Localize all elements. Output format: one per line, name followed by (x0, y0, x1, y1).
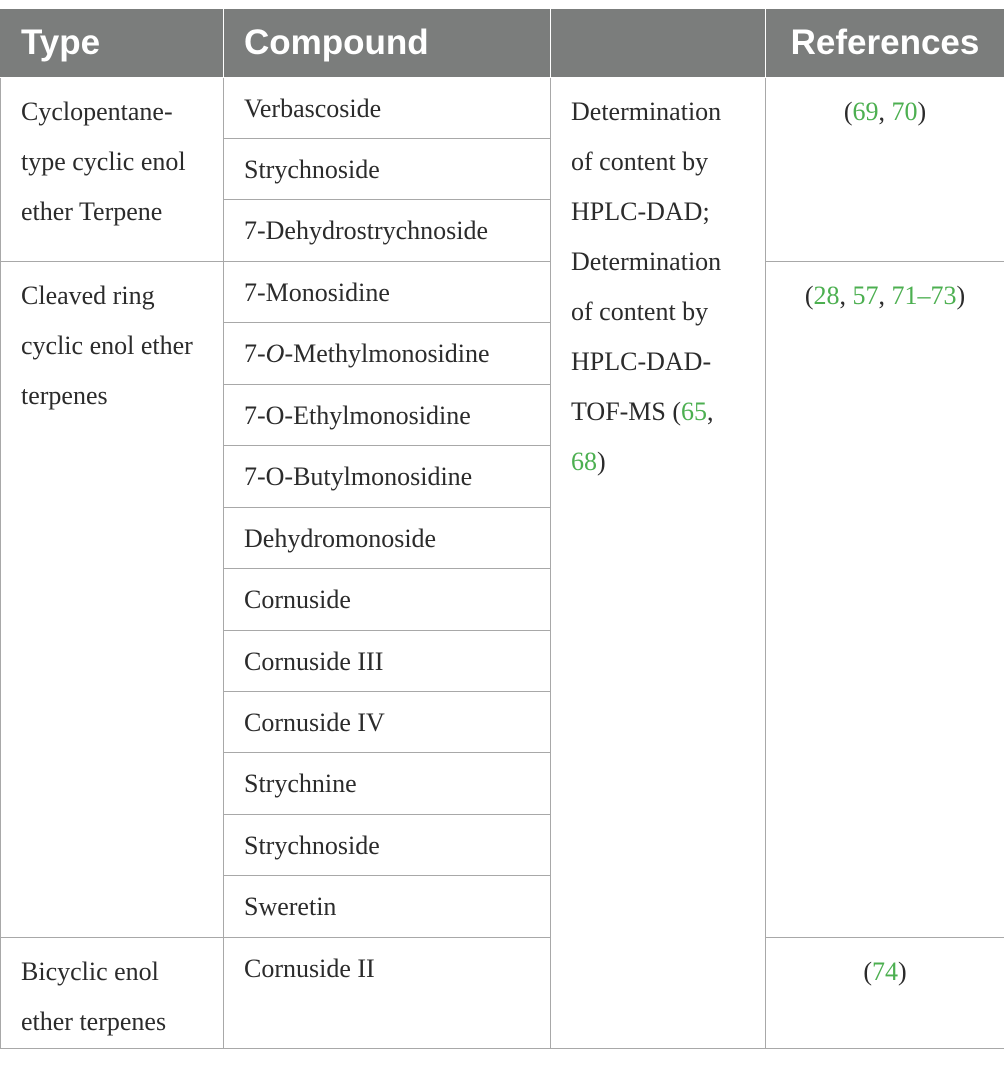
type-cell: Cyclopentane-type cyclic enol ether Terpene (1, 77, 224, 261)
header-row (1, 9, 1004, 77)
method-separator: , (707, 396, 714, 426)
compound-cell: Cornuside III (224, 630, 551, 691)
references-cell (766, 77, 1004, 261)
compound-cell: Cornuside (224, 569, 551, 630)
compound-suffix: -Methylmonosidine (284, 339, 490, 369)
compound-cell: Cornuside IV (224, 692, 551, 753)
paren-close: ) (898, 956, 907, 986)
method-close: ) (597, 446, 606, 476)
ref-range-dash: – (917, 280, 931, 310)
compound-cell: Dehydromonoside (224, 507, 551, 568)
compound-cell: 7-Monosidine (224, 261, 551, 322)
compound-italic: O (265, 339, 285, 369)
header-type: Type (1, 9, 224, 77)
references-cell (766, 937, 1004, 1048)
compound-cell (224, 323, 551, 384)
method-cell (551, 77, 766, 1049)
compound-cell: Strychnoside (224, 814, 551, 875)
paren-close: ) (917, 96, 927, 126)
reference-link[interactable]: 69 (852, 96, 879, 126)
reference-link[interactable]: 65 (681, 396, 708, 426)
table-row (1, 937, 1004, 1048)
table-row (1, 77, 1004, 138)
paren-open: ( (843, 96, 853, 126)
compound-cell: Strychnine (224, 753, 551, 814)
ref-separator: , (839, 280, 853, 310)
paren-close: ) (956, 280, 966, 310)
table-row (1, 261, 1004, 322)
references-cell (766, 261, 1004, 937)
ref-separator: , (878, 280, 892, 310)
method-text: Determination of content by HPLC-DAD; Determination of content by HPLC-DAD-TOF-MS ( (571, 96, 722, 426)
compound-cell: 7-Dehydrostrychnoside (224, 200, 551, 261)
reference-link[interactable]: 74 (872, 956, 898, 986)
paren-open: ( (863, 956, 872, 986)
compound-cell: 7-O-Butylmonosidine (224, 446, 551, 507)
paren-open: ( (804, 280, 814, 310)
header-method (551, 9, 766, 77)
reference-link[interactable]: 68 (571, 446, 597, 476)
reference-link[interactable]: 71 (891, 280, 918, 310)
compound-cell: Strychnoside (224, 138, 551, 199)
type-cell: Cleaved ring cyclic enol ether terpenes (1, 261, 224, 937)
header-compound: Compound (224, 9, 551, 77)
type-cell: Bicyclic enol ether terpenes (1, 937, 224, 1048)
compounds-table (0, 9, 1004, 1049)
compound-cell: Cornuside II (224, 937, 551, 1048)
reference-link[interactable]: 70 (891, 96, 918, 126)
header-references: References (766, 9, 1004, 77)
compound-cell: Verbascoside (224, 77, 551, 138)
ref-separator: , (878, 96, 892, 126)
compound-cell: 7-O-Ethylmonosidine (224, 384, 551, 445)
reference-link[interactable]: 73 (930, 280, 957, 310)
compound-prefix: 7- (244, 339, 266, 369)
compound-cell: Sweretin (224, 876, 551, 937)
reference-link[interactable]: 28 (813, 280, 840, 310)
reference-link[interactable]: 57 (852, 280, 879, 310)
